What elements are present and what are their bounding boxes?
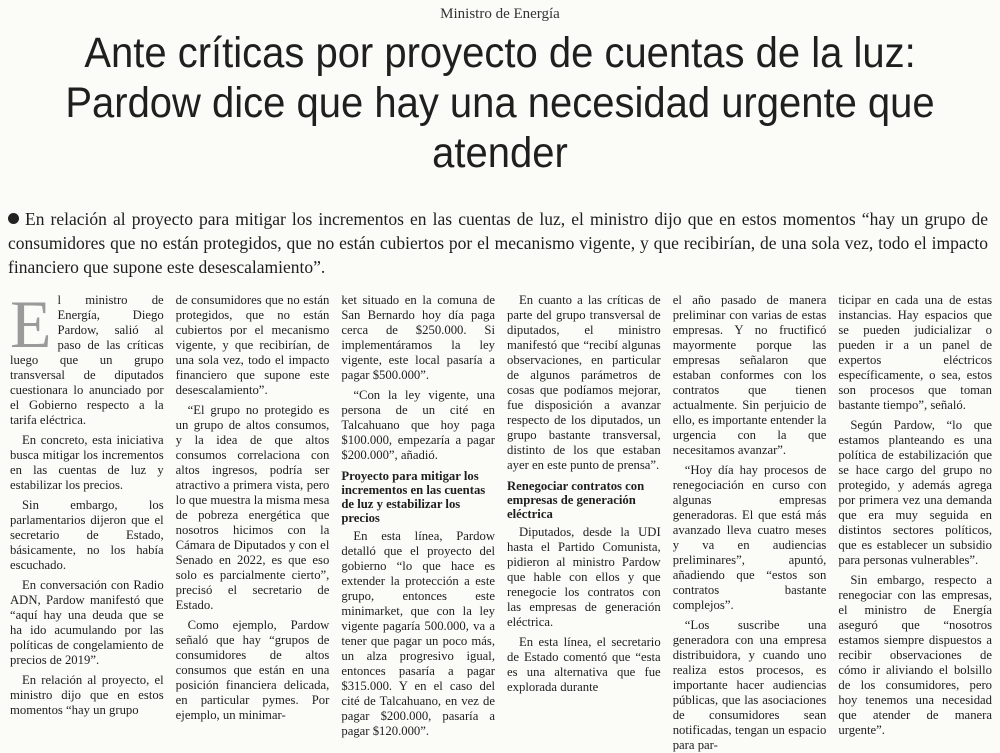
bullet-icon [8, 213, 19, 224]
column-2 [175, 293, 330, 722]
paragraph-text: l ministro de Energía, Diego Pardow, salió al paso de las críticas luego que un grupo transversal de diputados cuestionara lo anunciado por el Gobierno respecto a la tarifa eléctrica. [10, 293, 164, 427]
column-6 [838, 293, 993, 737]
paragraph: En esta línea, Pardow detalló que el proyecto del gobierno “lo que hace es extender la protección a este grupo, entonces este minimarket, que con la ley vigente pagaría 500.000, va a tener que pagar un poco más, un alza progresivo igual, entonces pasaría a pagar $315.000. Y en el caso del cité de Talcahuano, en vez de pagar $200.000, pasaría a pagar $120.000”. [341, 529, 496, 738]
drop-cap: E [10, 286, 52, 362]
paragraph: Como ejemplo, Pardow señaló que hay “grupos de consumidores de altos consumos que están en una posición financiera delicada, en particular pymes. Por ejemplo, un minimar- [175, 618, 330, 722]
headline: Ante críticas por proyecto de cuentas de la luz: Pardow dice que hay una necesidad urgente que atender [65, 29, 935, 177]
column-3 [341, 293, 496, 738]
paragraph: “Los suscribe una generadora con una empresa distribuidora, y cuando uno realiza estos procesos, es importante hacer audiencias públicas, que las asociaciones de consumidores sean notificadas, tengan un espacio para par- [672, 618, 827, 752]
section-label: Ministro de Energía [440, 6, 560, 22]
column-1 [10, 286, 164, 717]
paragraph: En esta línea, el secretario de Estado comentó que “esta es una alternativa que fue explorada durante [507, 635, 661, 694]
paragraph: Diputados, desde la UDI hasta el Partido Comunista, pidieron al ministro Pardow que hable con ellos y que renegocie los contratos con las empresas de generación eléctrica. [507, 525, 661, 629]
column-4 [507, 293, 661, 709]
paragraph: En concreto, esta iniciativa busca mitigar los incrementos en las cuentas de luz y estabilizar los precios. [10, 433, 164, 492]
subheading: Proyecto para mitigar los incrementos en las cuentas de luz y estabilizar los precios [341, 469, 486, 525]
lede-text: En relación al proyecto para mitigar los incrementos en las cuentas de luz, el ministro dijo que en estos momentos “hay un grupo de consumidores que no están protegidos, que no están cubiertos por el mecanismo vigente, y que recibirían, de una sola vez, todo el impacto financiero que supone este desescalamiento”. [8, 209, 988, 277]
lede-paragraph [8, 207, 988, 279]
paragraph: En cuanto a las críticas de parte del grupo transversal de diputados, el ministro manifestó que “recibí algunas observaciones, en particular de algunos parámetros de cosas que podíamos mejorar, fue disposición a avanzar respecto de los diputados, un grupo bastante transversal, distinto de los que estaban ayer en este punto de prensa”. [507, 293, 661, 472]
paragraph: de consumidores que no están protegidos, que no están cubiertos por el mecanismo vigente, y que recibirían, de una sola vez, todo el impacto financiero que supone este desescalamiento”. [175, 293, 330, 397]
paragraph: el año pasado de manera preliminar con varias de estas empresas. Y no fructificó mayormente porque las empresas señalaron que estaban conformes con los contratos que tienen actualmente. Sin perjuicio de ello, es importante entender la urgencia con la que necesitamos avanzar”. [672, 293, 827, 457]
subheading: Renegociar contratos con empresas de generación eléctrica [507, 479, 645, 521]
paragraph: En relación al proyecto, el ministro dijo que en estos momentos “hay un grupo [10, 673, 164, 717]
column-5 [672, 293, 827, 752]
paragraph: Sin embargo, respecto a renegociar con las empresas, el ministro de Energía aseguró que “nosotros estamos siempre dispuestos a recibir observaciones de cómo ir aliviando el bolsillo de los consumidores, pero hoy tenemos una necesidad que atender de manera urgente”. [838, 573, 993, 737]
paragraph: “Hoy día hay procesos de renegociación en curso con algunas empresas generadoras. El que está más avanzado lleva cuatro meses y va en audiencias preliminares”, apuntó, añadiendo que “estos son contratos bastante complejos”. [672, 463, 827, 612]
paragraph: ket situado en la comuna de San Bernardo hoy día paga cerca de $250.000. Si implementáramos la ley vigente, este local pasaría a pagar $500.000”. [341, 293, 496, 382]
paragraph: Según Pardow, “lo que estamos planteando es una política de estabilización que se hace cargo del grupo no protegido, y además agrega por primera vez una demanda que era muy seguida en distintos sectores políticos, que es establecer un subsidio para personas vulnerables”. [838, 418, 993, 567]
paragraph: “El grupo no protegido es un grupo de altos consumos, y la idea de que altos consumos correlaciona con altos ingresos, podría ser atractivo a primera vista, pero lo que muestra la misma mesa de pobreza energética que nosotros hicimos con la Cámara de Diputados y con el Senado en 2022, es que eso solo es parcialmente cierto”, precisó el secretario de Estado. [175, 403, 330, 612]
paragraph: Sin embargo, los parlamentarios dijeron que el secretario de Estado, básicamente, no los había escuchado. [10, 498, 164, 572]
paragraph: En conversación con Radio ADN, Pardow manifestó que “aquí hay una deuda que se ha ido acumulando por las políticas de congelamiento de precios de 2019”. [10, 578, 164, 667]
article-body [10, 286, 993, 752]
paragraph [10, 286, 164, 428]
paragraph: ticipar en cada una de estas instancias. Hay espacios que se pueden judicializar o pueden ir a un panel de expertos eléctricos específicamente, o sea, estos son procesos que toman bastante tiempo”, señaló. [838, 293, 993, 412]
paragraph: “Con la ley vigente, una persona de un cité en Talcahuano que hoy paga $100.000, empezaría a pagar $200.000”, añadió. [341, 388, 496, 462]
